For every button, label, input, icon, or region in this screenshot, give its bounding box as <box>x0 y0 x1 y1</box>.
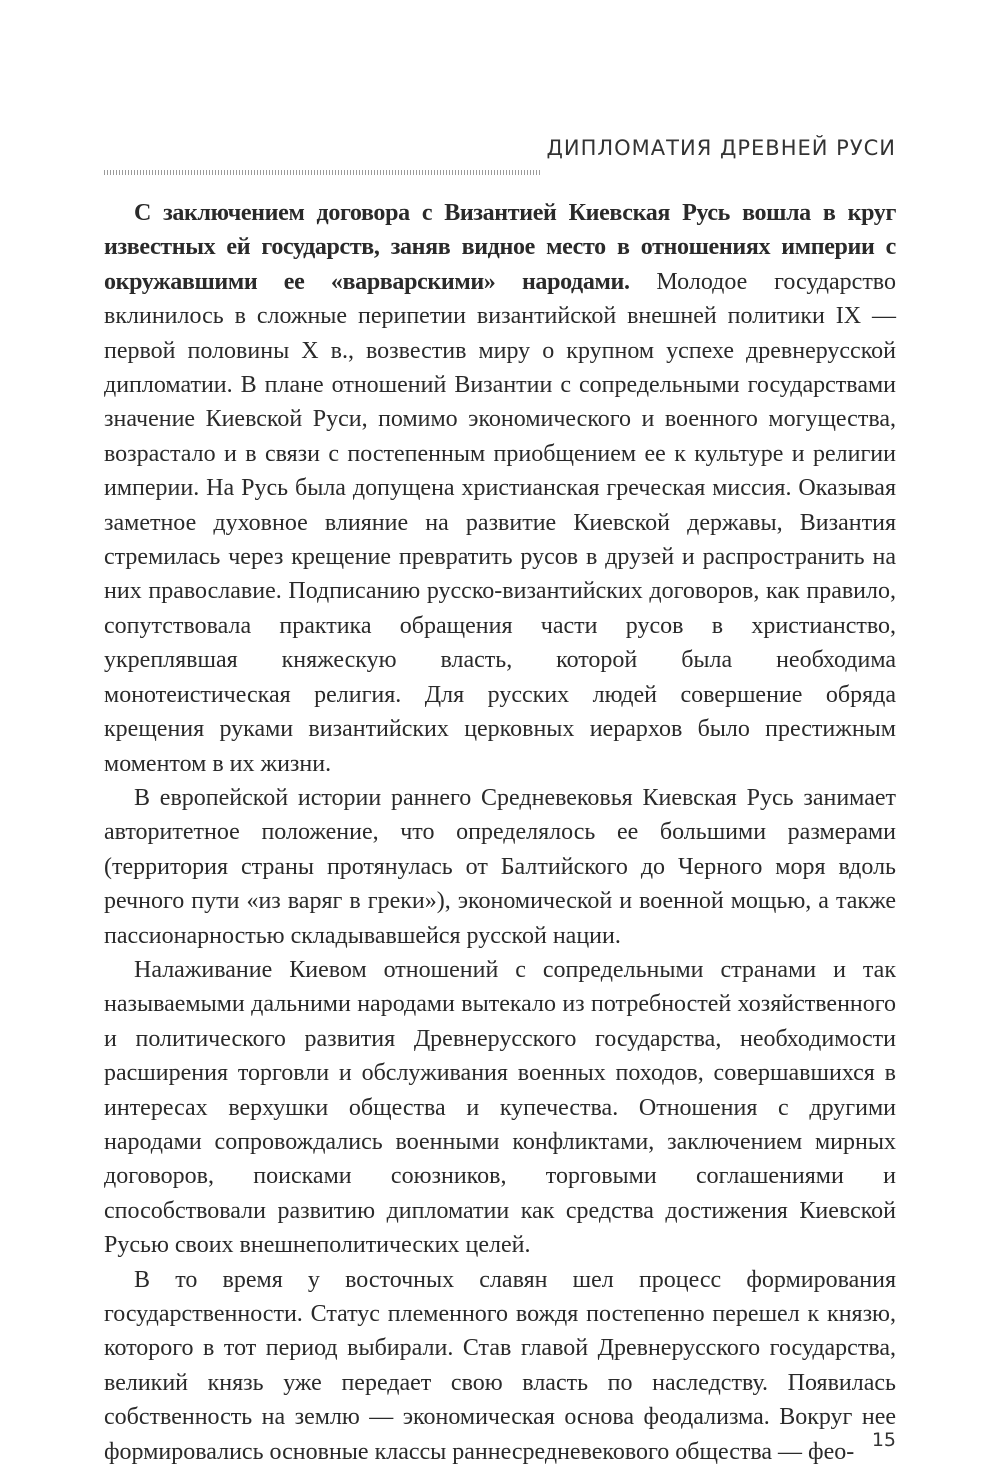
paragraph-1-text: Молодое государство вклинилось в сложные перипетии византийской внешней политики IX — первой половины X в., возвестив миру о крупном успехе древнерусской дипломатии. В плане отношений Византии с сопредельными государствами значение Киевской Руси, помимо экономического и военного могущества, возрастало и в связи с постепенным приобщением ее к культуре и религии империи. На Русь была допущена христианская греческая миссия. Оказывая заметное духовное влияние на развитие Киевской державы, Византия стремилась через крещение превратить русов в друзей и распространить на них православие. Подписанию русско-византийских договоров, как правило, сопутствовала практика обращения части русов в христианство, укреплявшая княжескую власть, которой была необходима монотеистическая религия. Для русских людей совершение обряда крещения руками византийских церковных иерархов было престижным моментом в их жизни. <box>104 268 896 777</box>
paragraph-4: В то время у восточных славян шел процесс формирования государственности. Статус племенного вождя постепенно перешел к князю, которого в тот период выбирали. Став главой Древнерусского государства, великий князь уже передает свою власть по наследству. Появилась собственность на землю — экономическая основа феодализма. Вокруг нее формировались основные классы раннесредневекового общества — фео- <box>104 1266 896 1465</box>
paragraph-2: В европейской истории раннего Средневековья Киевская Русь занимает авторитетное положение, что определялось ее большими размерами (территория страны протянулась от Балтийского до Черного моря вдоль речного пути «из варяг в греки»), экономической и военной мощью, а также пассионарностью складывавшейся русской нации. <box>104 784 896 949</box>
page-number: 15 <box>871 1429 896 1451</box>
main-text <box>104 196 896 1469</box>
running-head: ДИПЛОМАТИЯ ДРЕВНЕЙ РУСИ <box>546 136 896 160</box>
paragraph-1 <box>104 196 896 781</box>
paragraph-3: Налаживание Киевом отношений с сопредельными странами и так называемыми дальними народами вытекало из потребностей хозяйственного и политического развития Древнерусского государства, необходимости расширения торговли и обслуживания военных походов, совершавшихся в интересах верхушки общества и купечества. Отношения с другими народами сопровождались военными конфликтами, заключением мирных договоров, поисками союзников, торговыми соглашениями и способствовали развитию дипломатии как средства достижения Киевской Русью своих внешнеполитических целей. <box>104 956 896 1259</box>
paragraph-1-bold-lead: С заключением договора с Византией Киевская Русь вошла в круг известных ей государств, заняв видное место в отношениях империи с окружавшими ее «варварскими» народами. <box>104 200 896 295</box>
header-dotted-rule <box>104 170 540 175</box>
